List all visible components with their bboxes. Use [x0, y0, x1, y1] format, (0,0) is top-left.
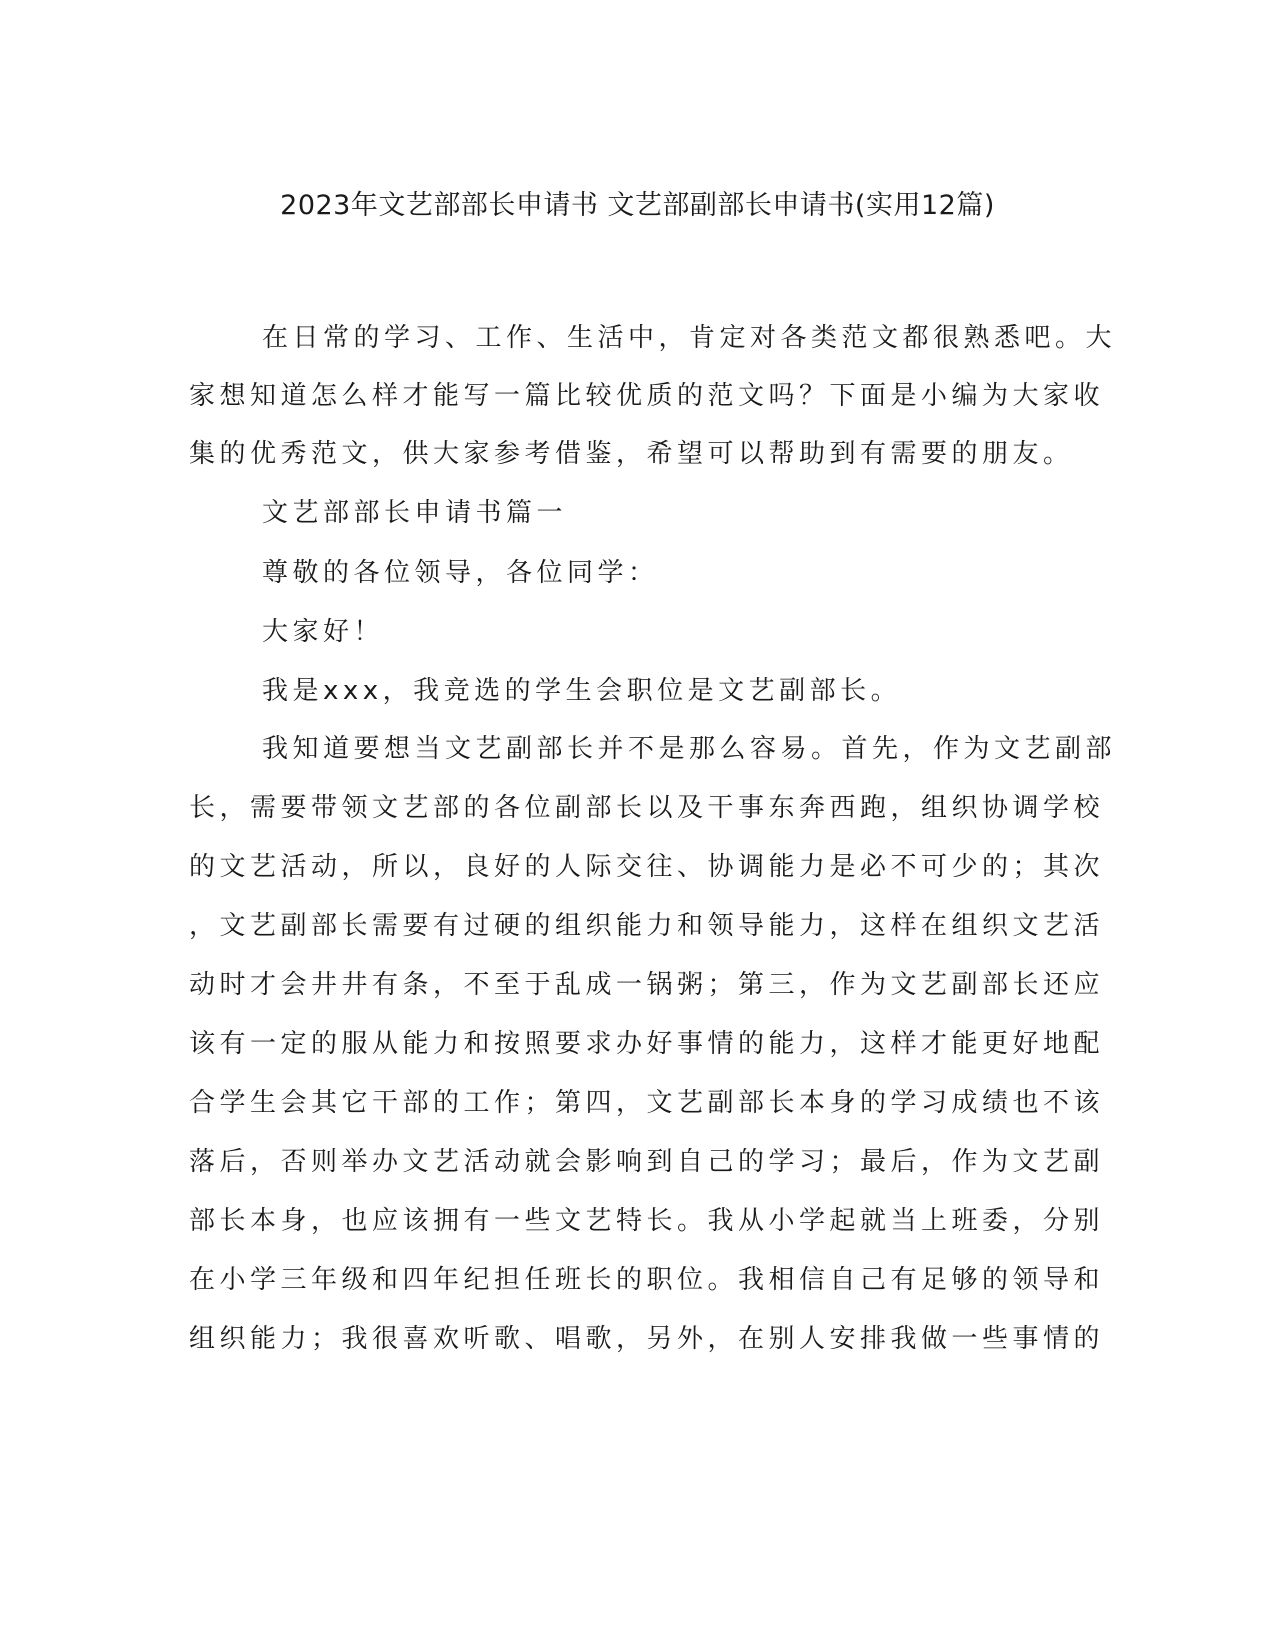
- paragraph-line: 该有一定的服从能力和按照要求办好事情的能力，这样才能更好地配: [189, 1029, 1105, 1059]
- paragraph-line: 家想知道怎么样才能写一篇比较优质的范文吗？下面是小编为大家收: [189, 381, 1105, 411]
- document-title: 2023年文艺部部长申请书 文艺部副部长申请书(实用12篇): [280, 190, 995, 221]
- paragraph-line: 部长本身，也应该拥有一些文艺特长。我从小学起就当上班委，分别: [189, 1206, 1105, 1236]
- paragraph-line: ，文艺副部长需要有过硬的组织能力和领导能力，这样在组织文艺活: [189, 911, 1105, 941]
- salutation-line: 尊敬的各位领导，各位同学：: [262, 558, 659, 588]
- paragraph-line: 的文艺活动，所以，良好的人际交往、协调能力是必不可少的；其次: [189, 852, 1105, 882]
- greeting-line: 大家好！: [262, 617, 385, 647]
- section-heading: 文艺部部长申请书篇一: [262, 498, 568, 528]
- paragraph-line: 我是xxx，我竞选的学生会职位是文艺副部长。: [262, 676, 902, 706]
- paragraph-line: 落后，否则举办文艺活动就会影响到自己的学习；最后，作为文艺副: [189, 1147, 1105, 1177]
- paragraph-line: 合学生会其它干部的工作；第四，文艺副部长本身的学习成绩也不该: [189, 1088, 1105, 1118]
- paragraph-line: 我知道要想当文艺副部长并不是那么容易。首先，作为文艺副部: [262, 734, 1117, 764]
- paragraph-line: 动时才会井井有条，不至于乱成一锅粥；第三，作为文艺副部长还应: [189, 970, 1105, 1000]
- paragraph-line: 在小学三年级和四年纪担任班长的职位。我相信自己有足够的领导和: [189, 1265, 1105, 1295]
- paragraph-line: 集的优秀范文，供大家参考借鉴，希望可以帮助到有需要的朋友。: [189, 439, 1074, 469]
- paragraph-line: 在日常的学习、工作、生活中，肯定对各类范文都很熟悉吧。大: [262, 323, 1117, 353]
- paragraph-line: 长，需要带领文艺部的各位副部长以及干事东奔西跑，组织协调学校: [189, 793, 1105, 823]
- paragraph-line: 组织能力；我很喜欢听歌、唱歌，另外，在别人安排我做一些事情的: [189, 1324, 1105, 1354]
